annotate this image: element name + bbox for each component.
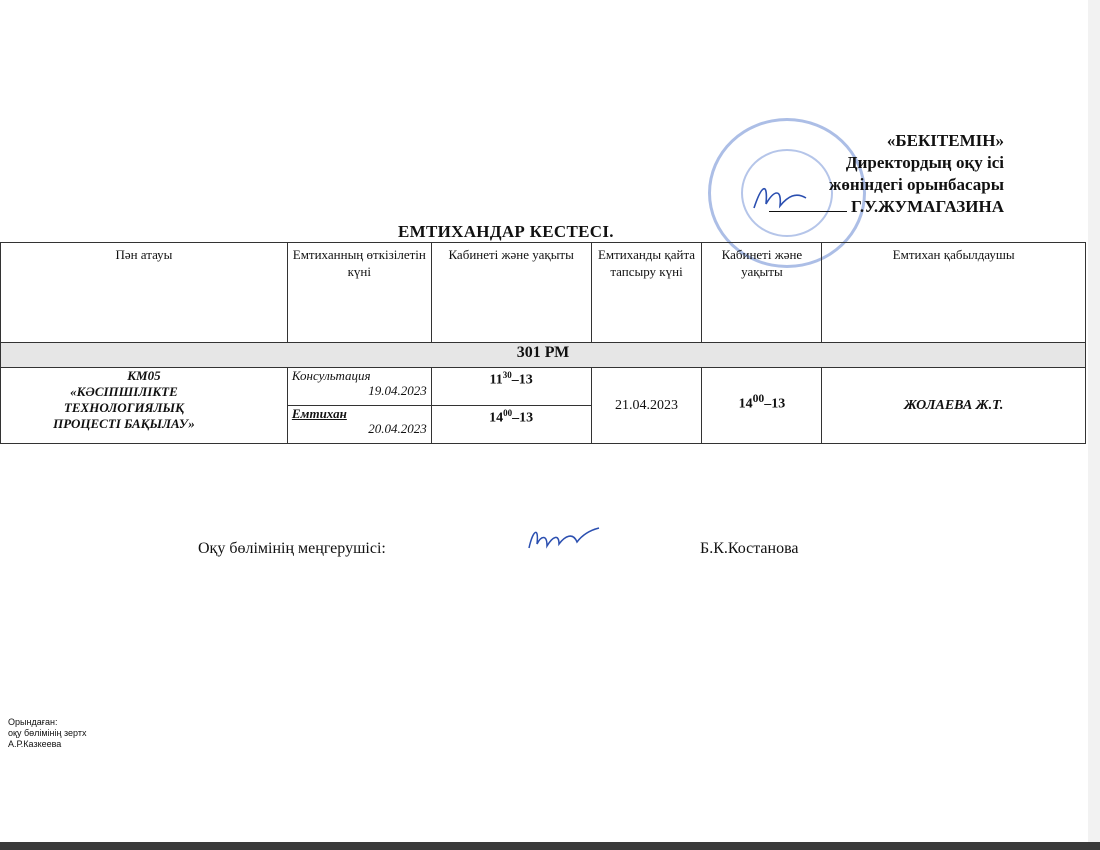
deputy-signature <box>748 178 812 218</box>
scan-bottom-edge <box>0 842 1100 850</box>
subject-cell <box>1 368 288 444</box>
prepared-by <box>8 717 86 750</box>
scan-edge <box>1088 0 1100 850</box>
group-row <box>1 343 1086 368</box>
consultation-cell <box>287 368 431 406</box>
exam-cell <box>287 406 431 444</box>
header-subject: Пән атауы <box>1 243 288 343</box>
exam-schedule-table <box>0 242 1086 444</box>
exam-date: 20.04.2023 <box>368 421 427 436</box>
examiner: ЖОЛАЕВА Ж.Т. <box>822 368 1086 444</box>
consultation-label: Консультация <box>291 368 371 383</box>
page-title: ЕМТИХАНДАР КЕСТЕСІ. <box>398 222 614 241</box>
header-retake-room-time: Кабинеті және уақыты <box>702 243 822 343</box>
group-label: 301 РМ <box>1 343 1086 368</box>
approval-heading: «БЕКІТЕМІН» <box>886 131 1004 150</box>
exam-time: $14^{00}-13$ <box>431 406 591 444</box>
consultation-date: 19.04.2023 <box>368 383 427 398</box>
consultation-time: $11^{30}-13$ <box>431 368 591 406</box>
exam-label: Емтихан <box>291 406 347 421</box>
header-exam-date: Емтиханның өткізілетін күні <box>287 243 431 343</box>
approval-line-1: Директордың оқу ісі <box>845 153 1004 172</box>
head-of-department-label: Оқу бөлімінің меңгерушісі: <box>198 540 386 557</box>
approval-name: Г.У.ЖУМАГАЗИНА <box>851 197 1004 216</box>
head-signature <box>525 522 603 558</box>
head-of-department-name: Б.К.Костанова <box>700 540 799 557</box>
table-header-row <box>1 243 1086 343</box>
subject-code: КМ05 <box>127 368 161 383</box>
retake-date: 21.04.2023 <box>591 368 702 444</box>
header-retake-date: Емтиханды қайта тапсыру күні <box>591 243 702 343</box>
prepared-by-position: оқу бөлімінің зертх <box>8 728 87 738</box>
prepared-by-label: Орындаған: <box>8 717 58 727</box>
approval-line-2: жөніндегі орынбасары <box>829 175 1004 194</box>
retake-time: $14^{00}-13$ <box>702 368 822 444</box>
header-examiner: Емтихан қабылдаушы <box>822 243 1086 343</box>
table-row <box>1 368 1086 406</box>
header-room-time: Кабинеті және уақыты <box>431 243 591 343</box>
subject-name: «КӘСІПШІЛІКТЕ ТЕХНОЛОГИЯЛЫҚ ПРОЦЕСТІ БАҚЫЛАУ» <box>53 384 195 431</box>
prepared-by-name: А.Р.Казкеева <box>8 739 62 749</box>
